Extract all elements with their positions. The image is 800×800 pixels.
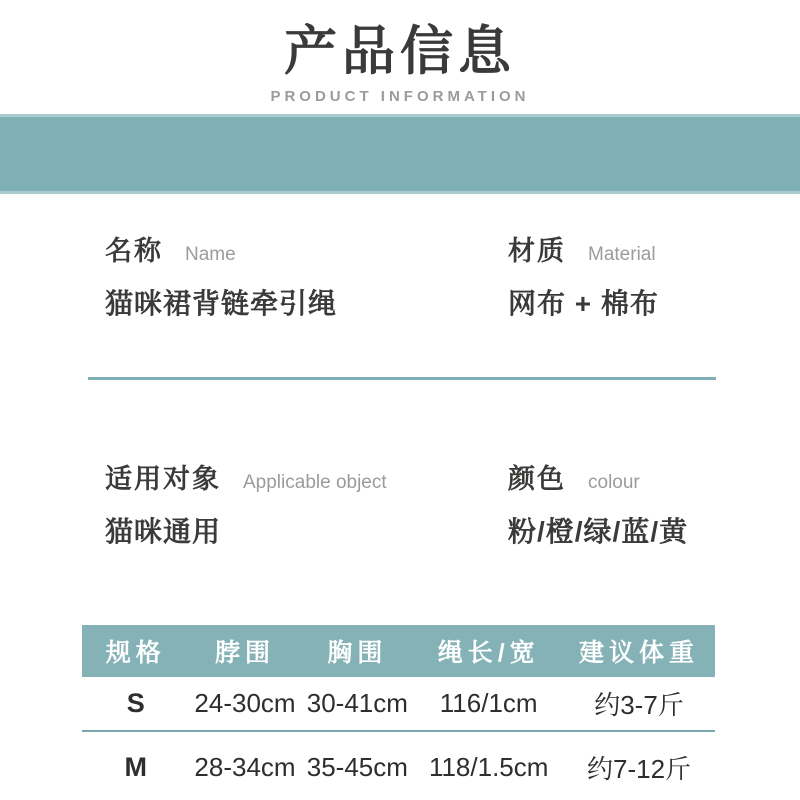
column-header-neck: 脖围 [214,639,275,668]
cell-weight: 约7-12斤 [586,753,692,784]
info-section-name [105,229,508,322]
cell-spec: M [124,751,148,782]
info-section-colour [508,457,688,550]
label-line [508,229,659,268]
cell-chest: 30-41cm [306,688,408,719]
colour-value: 粉/橙/绿/蓝/黄 [508,516,689,548]
label-line [105,457,508,496]
cell-weight: 约3-7斤 [594,690,684,721]
page-title: 产品信息 [284,22,516,81]
cell-neck: 24-30cm [194,688,296,719]
colour-label-en: colour [588,472,640,494]
name-label-en: Name [185,244,236,266]
cell-neck: 28-34cm [194,751,296,782]
colour-label-zh: 颜色 [508,464,566,495]
material-label-zh: 材质 [508,236,566,267]
object-value: 猫咪通用 [105,516,222,548]
info-row-name-material [0,229,800,322]
info-row-object-colour [0,457,800,550]
info-section-material [508,229,659,322]
name-value: 猫咪裙背链牵引绳 [105,288,338,320]
column-header-spec: 规格 [105,639,166,668]
table-row-s [82,677,715,732]
cell-chest: 35-45cm [306,751,408,782]
spec-table-header [82,625,715,677]
column-header-leash: 绳长/宽 [437,639,540,668]
section-divider [88,377,716,380]
name-label-zh: 名称 [105,236,163,267]
spec-table [82,625,715,800]
material-label-en: Material [588,244,656,266]
column-header-chest: 胸围 [327,639,388,668]
label-line [508,457,688,496]
cell-leash: 116/1cm [439,688,538,719]
label-line [105,229,508,268]
cell-spec: S [126,688,145,719]
cell-leash: 118/1.5cm [428,751,549,782]
table-row-m [82,732,715,800]
page-header [0,0,800,105]
page-subtitle: PRODUCT INFORMATION [270,88,530,106]
material-value: 网布 + 棉布 [508,288,659,320]
info-section-applicable-object [105,457,508,550]
object-label-en: Applicable object [243,472,387,494]
object-label-zh: 适用对象 [105,464,221,495]
column-header-weight: 建议体重 [579,639,700,668]
teal-banner [0,114,800,194]
